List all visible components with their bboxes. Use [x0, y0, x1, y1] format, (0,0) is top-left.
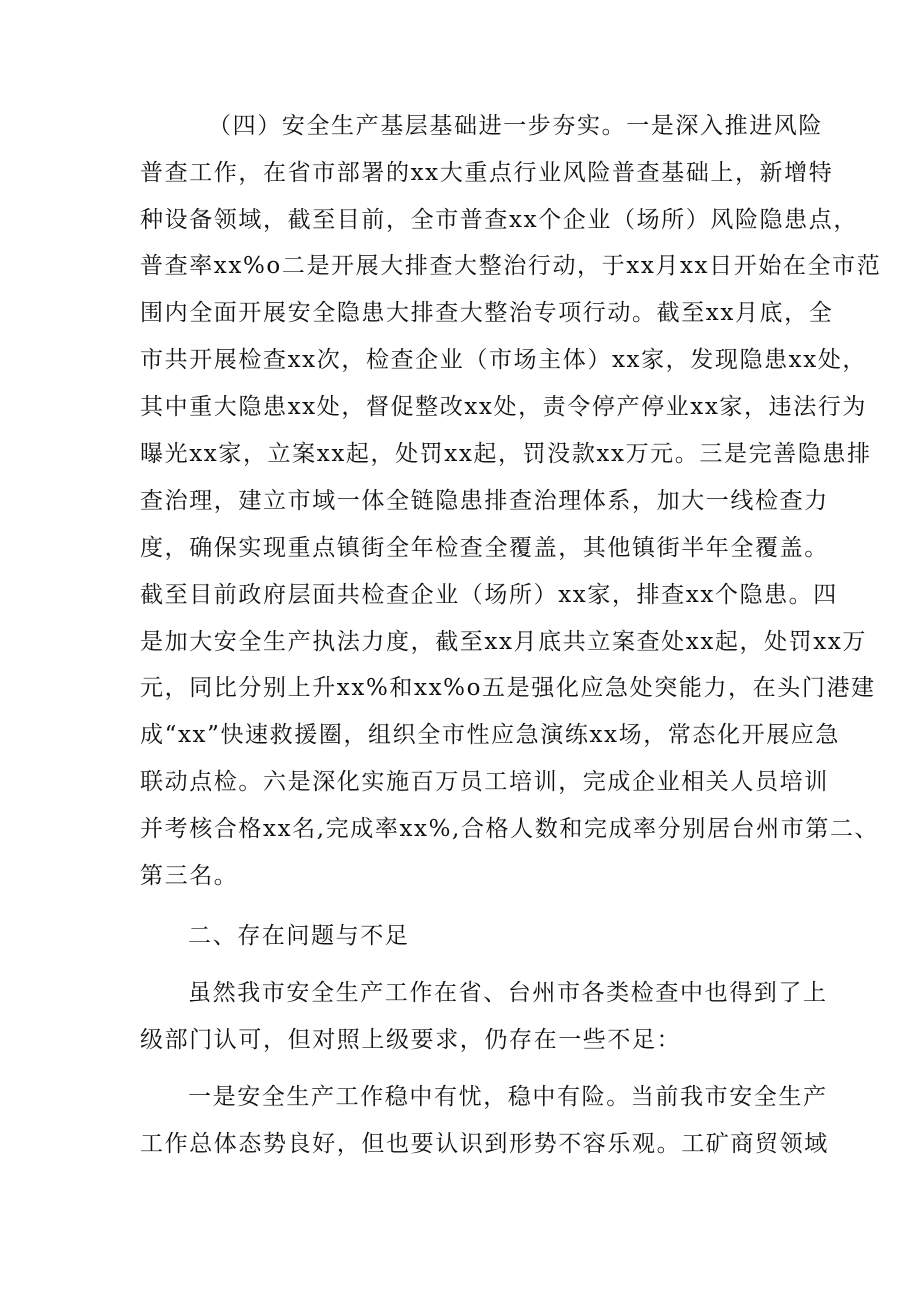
text-line: 种设备领域，截至目前，全市普查xx个企业（场所）风险隐患点，: [140, 207, 858, 233]
text-line: 联动点检。六是深化实施百万员工培训，完成企业相关人员培训: [140, 769, 829, 795]
text-line: 一是安全生产工作稳中有忧，稳中有险。当前我市安全生产: [188, 1084, 828, 1110]
text-line: 成“xx”快速救援圈，组织全市性应急演练xx场，常态化开展应急: [140, 722, 841, 748]
text-line: 普查工作，在省市部署的xx大重点行业风险普查基础上，新增特: [140, 160, 834, 186]
text-line: 并考核合格xx名,完成率xx%,合格人数和完成率分别居台州市第二、: [140, 816, 880, 842]
section-heading: 二、存在问题与不足: [188, 923, 410, 949]
text-line: 其中重大隐患xx处，督促整改xx处，责令停产停业xx家，违法行为: [140, 394, 868, 420]
text-line: 截至目前政府层面共检查企业（场所）xx家，排查xx个隐患。四: [140, 582, 838, 608]
text-line: 普查率xx%o二是开展大排查大整治行动，于xx月xx日开始在全市范: [140, 253, 882, 279]
text-line: 级部门认可，但对照上级要求，仍存在一些不足：: [140, 1027, 682, 1053]
text-line: 工作总体态势良好，但也要认识到形势不容乐观。工矿商贸领域: [140, 1131, 829, 1157]
text-line: 第三名。: [140, 863, 239, 889]
text-line: 虽然我市安全生产工作在省、台州市各类检查中也得到了上: [188, 980, 828, 1006]
text-line: （四）安全生产基层基础进一步夯实。一是深入推进风险: [208, 113, 823, 139]
text-line: 是加大安全生产执法力度，截至xx月底共立案查处xx起，处罚xx万: [140, 629, 868, 655]
text-line: 度，确保实现重点镇街全年检查全覆盖，其他镇街半年全覆盖。: [140, 535, 829, 561]
text-line: 围内全面开展安全隐患大排查大整治专项行动。截至xx月底，全: [140, 300, 834, 326]
text-line: 曝光xx家，立案xx起，处罚xx起，罚没款xx万元。三是完善隐患排: [140, 441, 872, 467]
text-line: 查治理，建立市域一体全链隐患排查治理体系，加大一线检查力: [140, 488, 829, 514]
text-line: 元，同比分别上升xx%和xx%o五是强化应急处突能力，在头门港建: [140, 675, 876, 701]
text-line: 市共开展检查xx次，检查企业（市场主体）xx家，发现隐患xx处，: [140, 347, 868, 373]
